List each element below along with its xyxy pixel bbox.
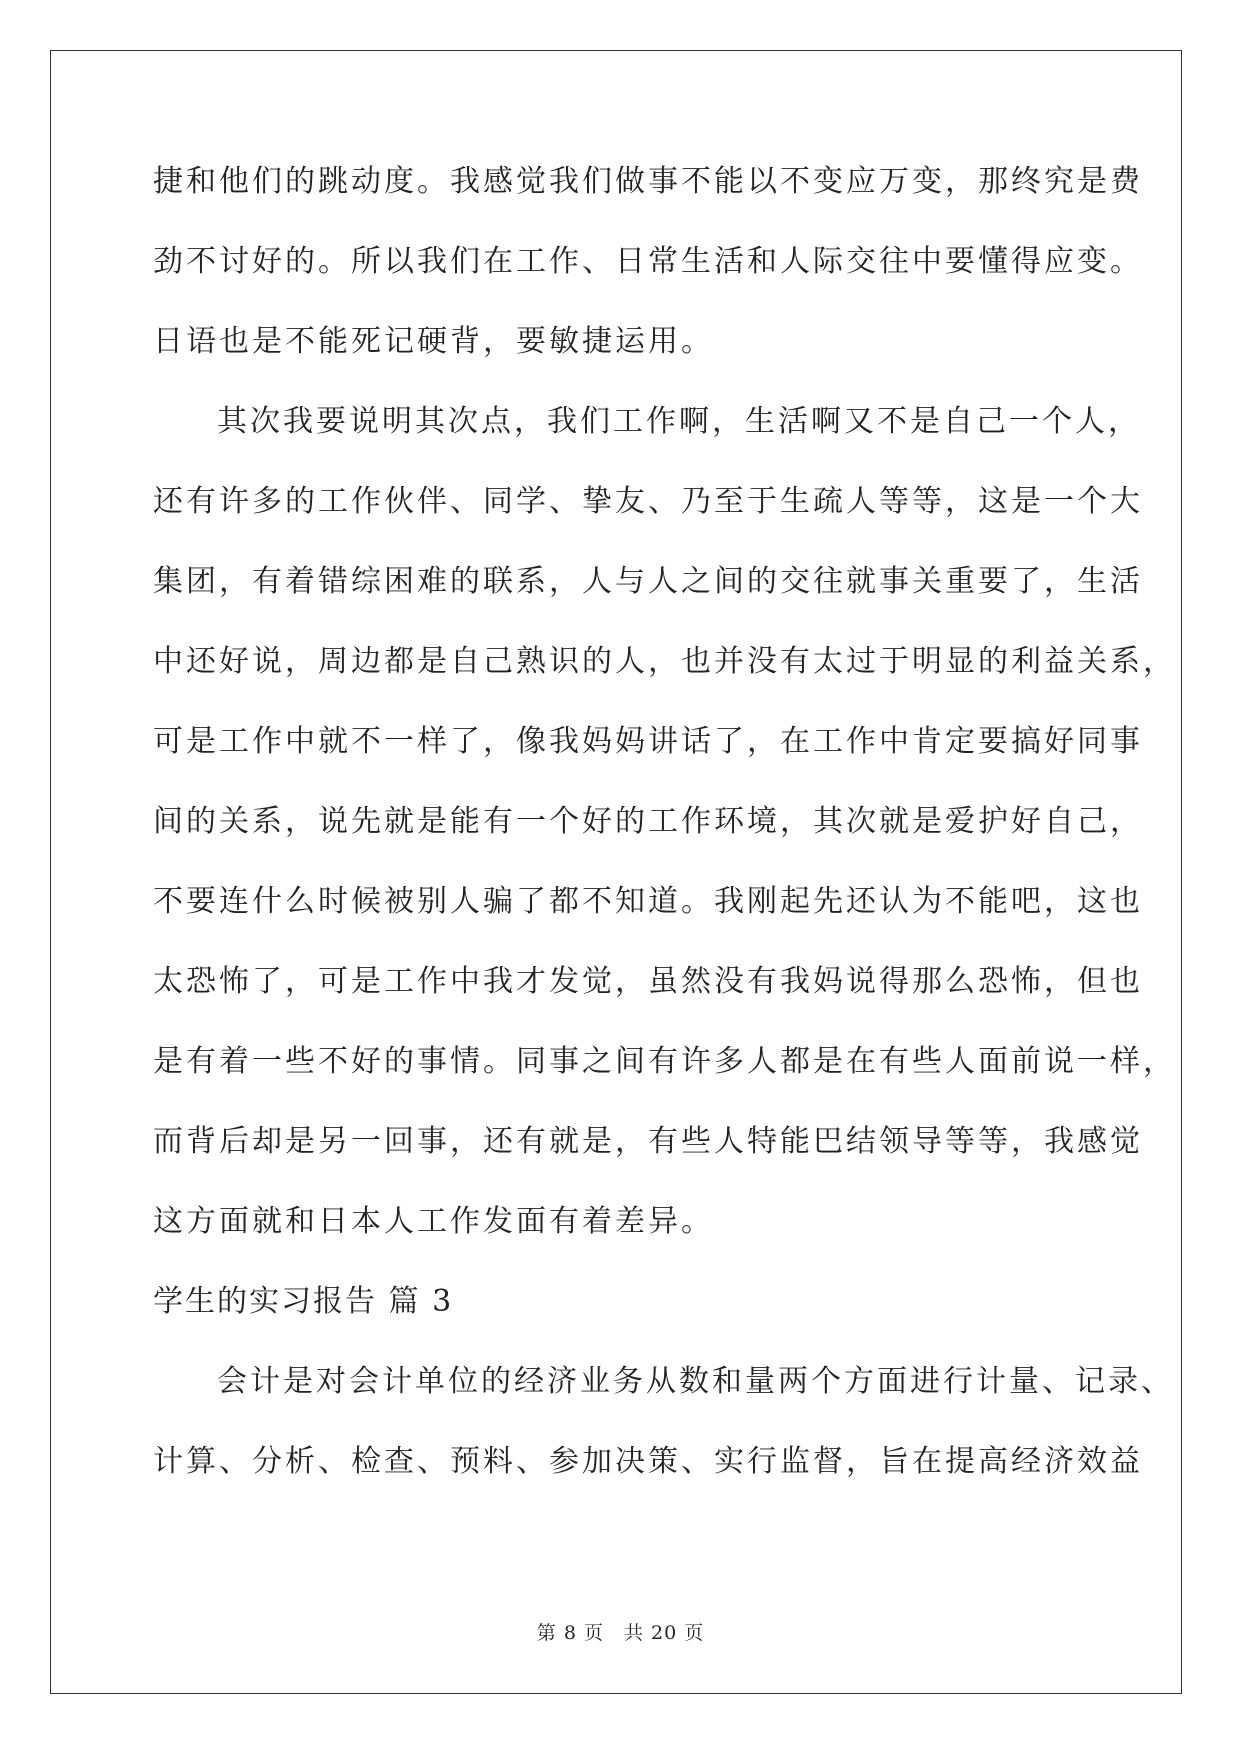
text-line: 捷和他们的跳动度。我感觉我们做事不能以不变应万变，那终究是费 <box>153 164 1143 199</box>
section-heading: 学生的实习报告 篇 3 <box>153 1284 454 1319</box>
paragraph-start-line: 会计是对会计单位的经济业务从数和量两个方面进行计量、记录、 <box>217 1364 1174 1399</box>
paragraph-start-line: 其次我要说明其次点，我们工作啊，生活啊又不是自己一个人， <box>217 404 1141 439</box>
text-line: 不要连什么时候被别人骗了都不知道。我刚起先还认为不能吧，这也 <box>153 884 1143 919</box>
text-line: 还有许多的工作伙伴、同学、挚友、乃至于生疏人等等，这是一个大 <box>153 484 1143 519</box>
page-number-footer: 第 8 页 共 20 页 <box>536 1622 705 1644</box>
text-line: 可是工作中就不一样了，像我妈妈讲话了，在工作中肯定要搞好同事 <box>153 724 1143 759</box>
text-line: 这方面就和日本人工作发面有着差异。 <box>153 1204 714 1239</box>
text-line: 日语也是不能死记硬背，要敏捷运用。 <box>153 324 714 359</box>
text-line: 计算、分析、检查、预料、参加决策、实行监督，旨在提高经济效益 <box>153 1444 1143 1479</box>
document-body <box>153 162 1176 1522</box>
text-line: 是有着一些不好的事情。同事之间有许多人都是在有些人面前说一样， <box>153 1044 1176 1079</box>
text-line: 劲不讨好的。所以我们在工作、日常生活和人际交往中要懂得应变。 <box>153 244 1143 279</box>
text-line: 集团，有着错综困难的联系，人与人之间的交往就事关重要了，生活 <box>153 564 1143 599</box>
text-line: 而背后却是另一回事，还有就是，有些人特能巴结领导等等，我感觉 <box>153 1124 1143 1159</box>
text-line: 太恐怖了，可是工作中我才发觉，虽然没有我妈说得那么恐怖，但也 <box>153 964 1143 999</box>
text-line: 中还好说，周边都是自己熟识的人，也并没有太过于明显的利益关系， <box>153 644 1176 679</box>
text-line: 间的关系，说先就是能有一个好的工作环境，其次就是爱护好自己， <box>153 804 1143 839</box>
